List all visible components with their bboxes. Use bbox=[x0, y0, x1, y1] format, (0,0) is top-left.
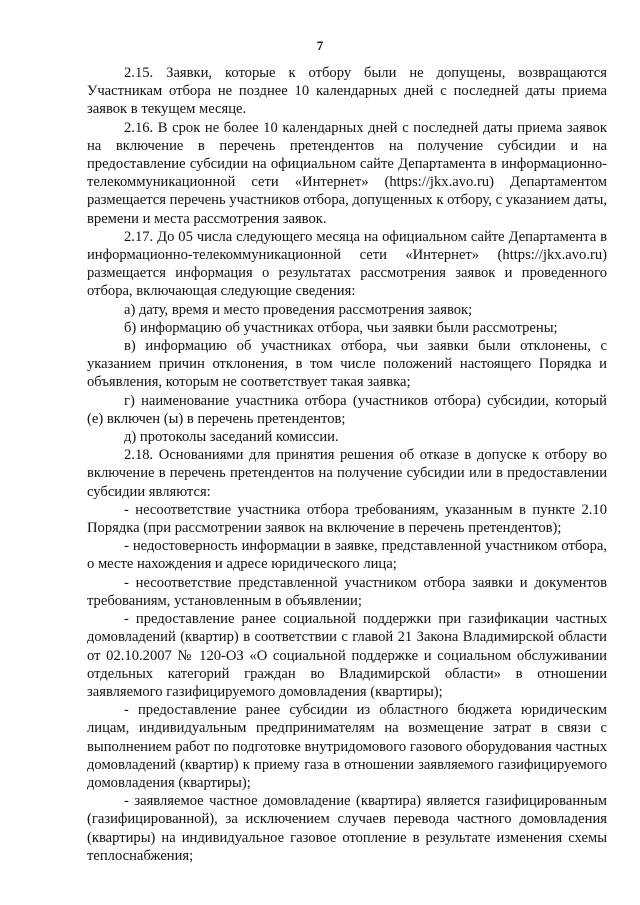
paragraph-2-18: 2.18. Основаниями для принятия решения об отказе в допуске к отбору во включение в перечень претендентов на получение субсидии или в предоставлении субсидии являются: bbox=[87, 447, 607, 500]
list-item-v: в) информацию об участниках отбора, чьи заявки были отклонены, с указанием причин отклонения, в том числе положений настоящего Порядка и объявления, которым не соответствует такая заявка; bbox=[87, 338, 607, 391]
dash-item-6: - заявляемое частное домовладение (квартира) является газифицированным (газифицированной), за исключением случаев перевода частного домовладения (квартиры) на индивидуальное газовое отопление в результате изменения схемы теплоснабжения; bbox=[87, 793, 607, 864]
document-body bbox=[87, 64, 607, 865]
dash-item-5: - предоставление ранее субсидии из областного бюджета юридическим лицам, индивидуальным предпринимателям на возмещение затрат в связи с выполнением работ по подготовке внутридомового газового оборудования частных домовладений (квартир) к приему газа в отношении заявляемого газифицируемого домовладения (квартиры); bbox=[87, 702, 607, 791]
dash-item-3: - несоответствие представленной участником отбора заявки и документов требованиям, установленным в объявлении; bbox=[87, 574, 607, 609]
list-item-b: б) информацию об участниках отбора, чьи заявки были рассмотрены; bbox=[124, 319, 558, 336]
list-item-g: г) наименование участника отбора (участников отбора) субсидии, который (е) включен (ы) в перечень претендентов; bbox=[87, 392, 607, 427]
dash-item-4: - предоставление ранее социальной поддержки при газификации частных домовладений (квартир) в соответствии с главой 21 Закона Владимирской области от 02.10.2007 № 120-ОЗ «О социальной поддержке и социальном обслуживании отдельных категорий граждан во Владимирской области» в отношении заявляемого газифицируемого домовладения (квартиры); bbox=[87, 611, 607, 700]
dash-item-1: - несоответствие участника отбора требованиям, указанным в пункте 2.10 Порядка (при рассмотрении заявок на включение в перечень претендентов); bbox=[87, 501, 607, 537]
paragraph-2-15: 2.15. Заявки, которые к отбору были не допущены, возвращаются Участникам отбора не позднее 10 календарных дней с последней даты приема заявок в текущем месяце. bbox=[87, 65, 607, 118]
list-item-d: д) протоколы заседаний комиссии. bbox=[124, 429, 339, 446]
list-item-a: а) дату, время и место проведения рассмотрения заявок; bbox=[124, 301, 473, 318]
paragraph-2-16: 2.16. В срок не более 10 календарных дней с последней даты приема заявок на включение в перечень претендентов на получение субсидии и на предоставление субсидии на официальном сайте Департамента в информационно-телекоммуникационной сети «Интернет» (https://jkx.avo.ru) Департаментом размещается перечень участников отбора, допущенных к отбору, с указанием даты, времени и места рассмотрения заявок. bbox=[87, 119, 607, 227]
dash-item-2: - недостоверность информации в заявке, представленной участником отбора, о месте нахождения и адресе юридического лица; bbox=[87, 538, 607, 573]
page-number: 7 bbox=[316, 38, 324, 53]
paragraph-2-17: 2.17. До 05 числа следующего месяца на официальном сайте Департамента в информационно-телекоммуникационной сети «Интернет» (https://jkx.avo.ru) размещается информация о результатах рассмотрения заявок и проведенного отбора, включающая следующие сведения: bbox=[87, 228, 607, 300]
